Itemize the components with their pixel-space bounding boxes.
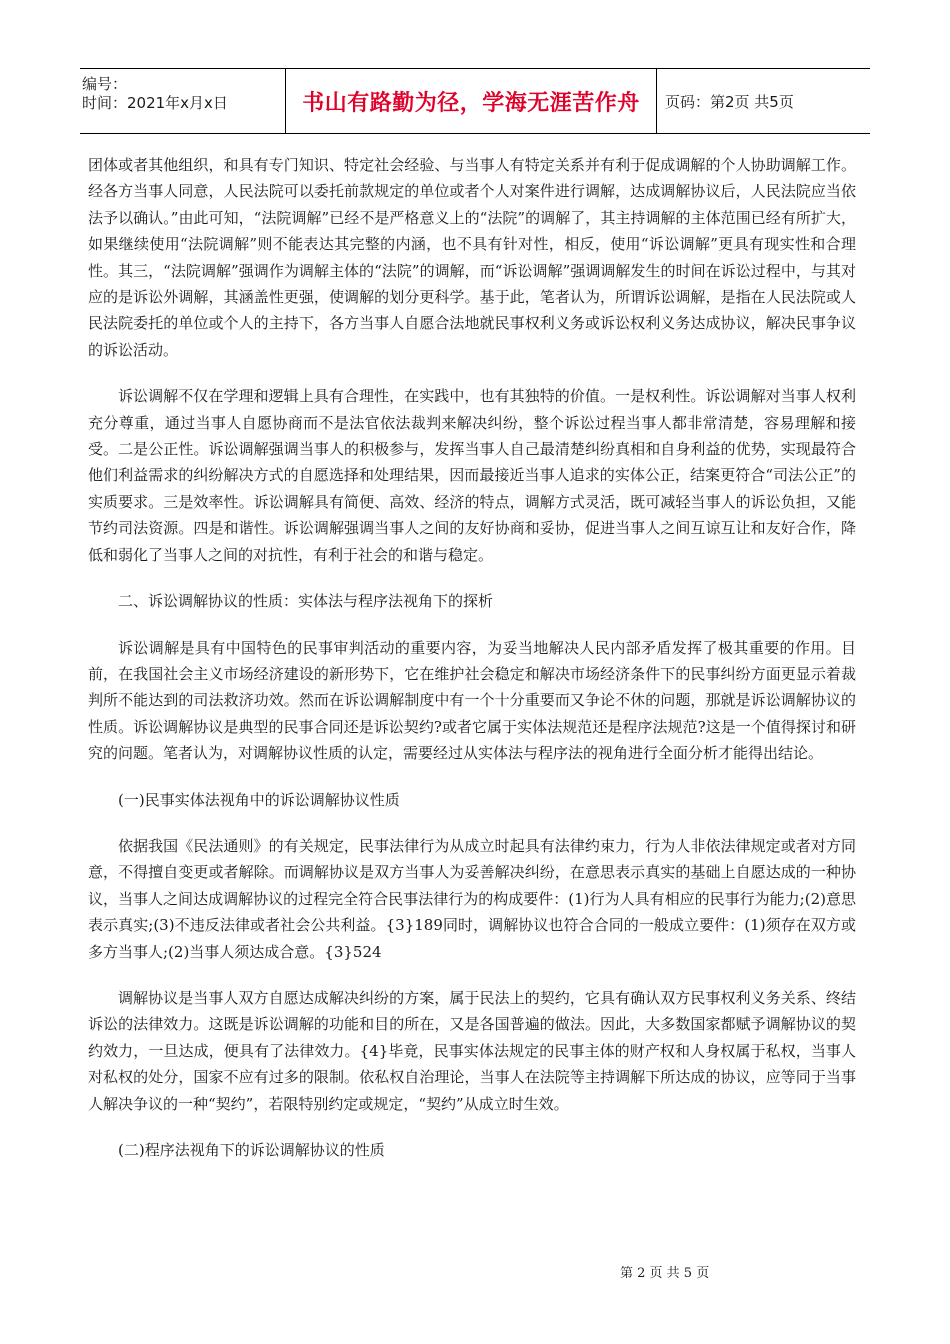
header-page-info: 页码：第2页 共5页	[665, 92, 794, 111]
header-meta	[80, 69, 285, 133]
subsection-heading: (一)民事实体法视角中的诉讼调解协议性质	[118, 790, 400, 809]
body-paragraph: 诉讼调解是具有中国特色的民事审判活动的重要内容，为妥当地解决人民内部矛盾发挥了极其重要的作用。目前，在我国社会主义市场经济建设的新形势下，它在维护社会稳定和解决市场经济条件下的民事纠纷方面更显示着裁判所不能达到的司法救济功效。然而在诉讼调解制度中有一个十分重要而又争论不休的问题，那就是诉讼调解协议的性质。诉讼调解协议是典型的民事合同还是诉讼契约?或者它属于实体法规范还是程序法规范?这是一个值得探讨和研究的问题。笔者认为，对调解协议性质的认定，需要经过从实体法与程序法的视角进行全面分析才能得出结论。	[88, 638, 856, 763]
section-heading: 二、诉讼调解协议的性质：实体法与程序法视角下的探析	[118, 592, 494, 611]
header-motto: 书山有路勤为径，学海无涯苦作舟	[285, 69, 657, 133]
body-paragraph: 团体或者其他组织，和具有专门知识、特定社会经验、与当事人有特定关系并有利于促成调解的个人协助调解工作。经各方当事人同意，人民法院可以委托前款规定的单位或者个人对案件进行调解，达成调解协议后，人民法院应当依法予以确认。”由此可知，“法院调解”已经不是严格意义上的“法院”的调解了，其主持调解的主体范围已经有所扩大，如果继续使用“法院调解”则不能表达其完整的内涵，也不具有针对性，相反，使用“诉讼调解”更具有现实性和合理性。其三，“法院调解”强调作为调解主体的“法院”的调解，而“诉讼调解”强调调解发生的时间在诉讼过程中，与其对应的是诉讼外调解，其涵盖性更强，使调解的划分更科学。基于此，笔者认为，所谓诉讼调解，是指在人民法院或人民法院委托的单位或个人的主持下，各方当事人自愿合法地就民事权利义务或诉讼权利义务达成协议，解决民事争议的诉讼活动。	[88, 156, 856, 359]
body-paragraph: 诉讼调解不仅在学理和逻辑上具有合理性，在实践中，也有其独特的价值。一是权利性。诉讼调解对当事人权利充分尊重，通过当事人自愿协商而不是法官依法裁判来解决纠纷，整个诉讼过程当事人都非常清楚，容易理解和接受。二是公正性。诉讼调解强调当事人的积极参与，发挥当事人自己最清楚纠纷真相和自身利益的优势，实现最符合他们利益需求的纠纷解决方式的自愿选择和处理结果，因而最接近当事人追求的实体公正，结案更符合“司法公正”的实质要求。三是效率性。诉讼调解具有简便、高效、经济的特点，调解方式灵活，既可减轻当事人的诉讼负担，又能节约司法资源。四是和谐性。诉讼调解强调当事人之间的友好协商和妥协，促进当事人之间互谅互让和友好合作，降低和弱化了当事人之间的对抗性，有利于社会的和谐与稳定。	[88, 387, 856, 564]
document-body	[88, 152, 856, 1183]
footer-page-number: 第 2 页 共 5 页	[620, 1266, 710, 1281]
document-time-label: 时间：2021年x月x日	[82, 94, 228, 112]
body-paragraph: 依据我国《民法通则》的有关规定，民事法律行为从成立时起具有法律约束力，行为人非依法律规定或者对方同意，不得擅自变更或者解除。而调解协议是双方当事人为妥善解决纠纷，在意思表示真实的基础上自愿达成的一种协议，当事人之间达成调解协议的过程完全符合民事法律行为的构成要件：(1)行为人具有相应的民事行为能力;(2)意思表示真实;(3)不违反法律或者社会公共利益。{3}189同时，调解协议也符合合同的一般成立要件：(1)须存在双方或多方当事人;(2)当事人须达成合意。{3}524	[88, 836, 856, 961]
subsection-heading: (二)程序法视角下的诉讼调解协议的性质	[118, 1141, 385, 1159]
document-number-label: 编号：	[82, 75, 128, 93]
page-header	[80, 68, 870, 134]
body-paragraph: 调解协议是当事人双方自愿达成解决纠纷的方案，属于民法上的契约，它具有确认双方民事权利义务关系、终结诉讼的法律效力。这既是诉讼调解的功能和目的所在，又是各国普遍的做法。因此，大多数国家都赋予调解协议的契约效力，一旦达成，便具有了法律效力。{4}毕竟，民事实体法规定的民事主体的财产权和人身权属于私权，当事人对私权的处分，国家不应有过多的限制。依私权自治理论，当事人在法院等主持调解下所达成的协议，应等同于当事人解决争议的一种“契约”，若限特别约定或规定，“契约”从成立时生效。	[88, 988, 856, 1113]
